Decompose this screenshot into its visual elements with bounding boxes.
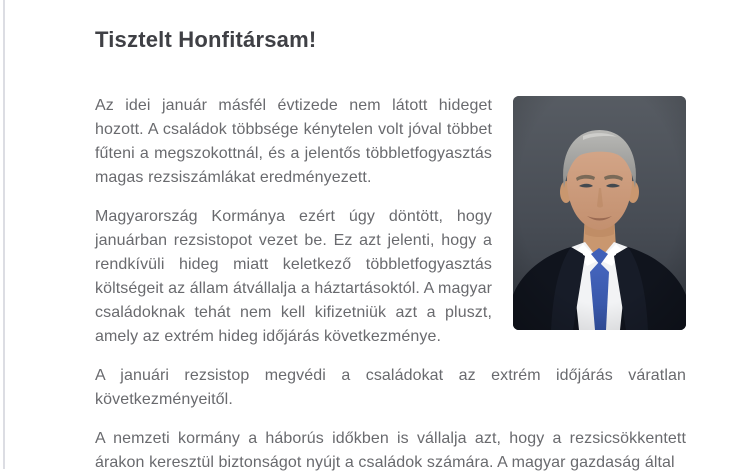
paragraph-4: A nemzeti kormány a háborús időkben is vállalja azt, hogy a rezsicsökkentett árakon keresztül biztonságot nyújt a családok számára. A magyar gazdaság által [95,430,686,471]
body-text-column [95,94,492,349]
paragraph-2: Magyarország Kormánya ezért úgy döntött, hogy januárban rezsistopot vezet be. Ez azt jelenti, hogy a rendkívüli hideg miatt keletkező többletfogyasztás költségeit az állam átvállalja a háztartásoktól. A magyar családoknak tehát nem kell kifizetniük azt a pluszt, amely az extrém hideg időjárás következménye. [95,208,493,345]
page-title: Tisztelt Honfitársam! [95,27,317,52]
letter-content [95,0,686,475]
left-border-divider [3,0,5,469]
full-width-text-section [95,364,686,475]
paragraph-1: Az idei január másfél évtizede nem látott hideget hozott. A családok többsége kénytelen volt jóval többet fűteni a megszokottnál, és a jelentős többletfogyasztás magas rezsiszámlákat eredményezett. [95,97,492,186]
portrait-photo-illustration [513,96,686,330]
text-and-photo-section [95,94,686,349]
paragraph-3: A januári rezsistop megvédi a családokat az extrém időjárás váratlan következményeitől. [95,367,686,408]
portrait-photo [513,96,686,330]
